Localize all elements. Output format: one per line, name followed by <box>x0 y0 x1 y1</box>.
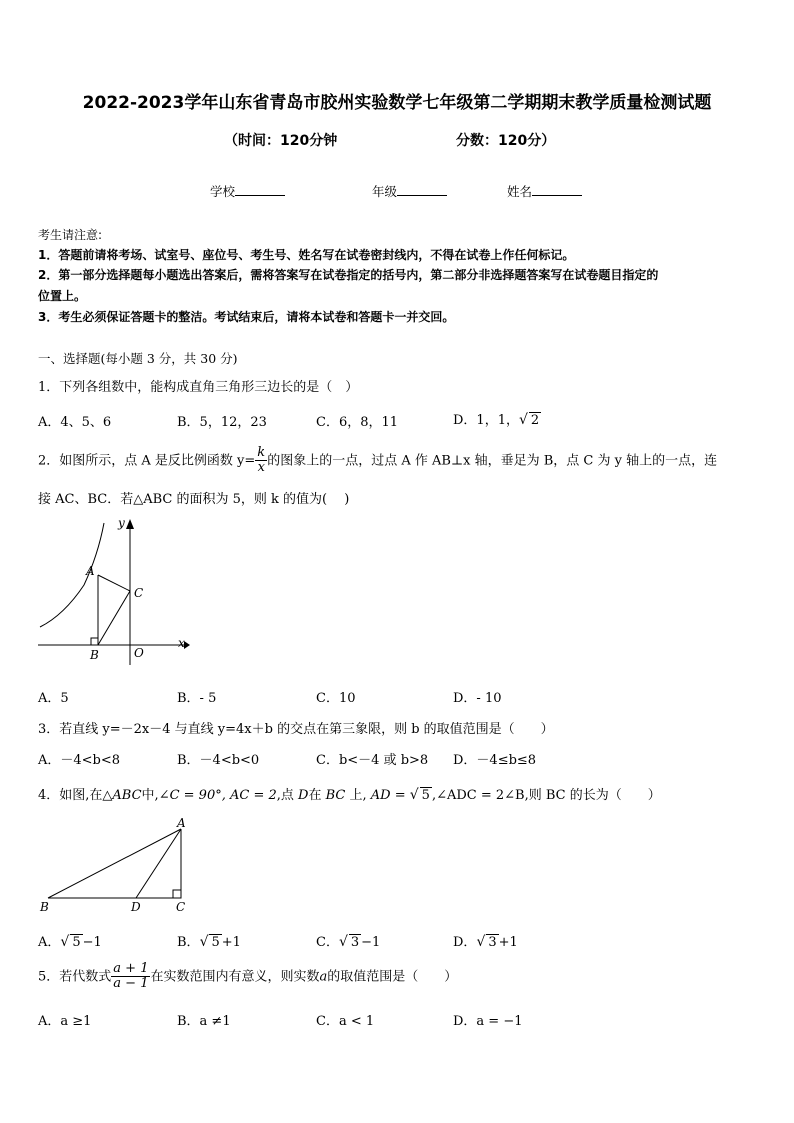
label-c: C <box>134 586 144 600</box>
q3-option-b[interactable]: B．－4<b<0 <box>177 753 260 768</box>
label-b: B <box>40 900 49 914</box>
q3-option-c[interactable]: C．b<－4 或 b>8 <box>316 753 429 768</box>
radicand: 2 <box>530 413 540 428</box>
y-axis-arrow <box>126 519 134 529</box>
q4-option-a[interactable]: A．√ 5 −1 <box>38 934 102 950</box>
notice-item-2: 2．第一部分选择题每小题选出答案后，需将答案写在试卷指定的括号内，第二部分非选择题答案写在试卷题目指定的 <box>38 268 659 282</box>
q5-option-b[interactable]: B．a ≠1 <box>177 1014 231 1029</box>
q2-option-c[interactable]: C．10 <box>316 691 356 706</box>
name-label: 姓名 <box>507 184 533 199</box>
q2-option-a[interactable]: A．5 <box>38 691 69 706</box>
question-3-stem: 3．若直线 y=－2x－4 与直线 y=4x＋b 的交点在第三象限，则 b 的取值范围是（ ） <box>38 722 554 737</box>
label-y: y <box>118 516 125 530</box>
notice-heading: 考生请注意: <box>38 228 103 242</box>
notice-item-3: 3．考生必须保证答题卡的整洁。考试结束后，请将本试卷和答题卡一并交回。 <box>38 310 455 324</box>
exam-score: 分数：120分） <box>456 133 556 149</box>
fraction-k-over-x: $\frac{k}{x}$ <box>257 445 266 476</box>
q4-option-c[interactable]: C．√ 3 −1 <box>316 934 381 950</box>
notice-item-1: 1．答题前请将考场、试室号、座位号、考生号、姓名写在试卷密封线内，不得在试卷上作任何标记。 <box>38 248 575 262</box>
label-c: C <box>176 900 186 914</box>
page-title: 2022-2023学年山东省青岛市胶州实验数学七年级第二学期期末教学质量检测试题 <box>82 93 712 113</box>
label-o: O <box>134 646 144 660</box>
label-x: x <box>178 636 185 650</box>
question-4-stem: 4．如图,在△ABC中,∠C = 90°, AC = 2,点 D在 BC 上, AD = √ 5 ,∠ADC = 2∠B,则 BC 的长为（ ） <box>38 787 661 803</box>
question-1-stem: 1．下列各组数中，能构成直角三角形三边长的是（ ） <box>38 380 359 395</box>
question-5-stem: 5．若代数式 $\frac{a + 1}{a - 1}$ 在实数范围内有意义，则实数a的取值范围是（ ） <box>38 961 458 992</box>
school-label: 学校 <box>210 184 236 199</box>
q4-option-b[interactable]: B．√ 5 +1 <box>177 934 241 950</box>
label-a: A <box>86 564 95 578</box>
segment-bc <box>98 591 130 645</box>
q4-option-d[interactable]: D．√ 3 +1 <box>453 934 518 950</box>
notice-item-2-cont: 位置上。 <box>38 289 87 303</box>
q2-option-d[interactable]: D．- 10 <box>453 691 502 706</box>
q3-option-a[interactable]: A．－4<b<8 <box>38 753 121 768</box>
label-d: D <box>131 900 141 914</box>
q4-figure <box>36 815 196 915</box>
q1-option-b[interactable]: B．5，12，23 <box>177 415 267 430</box>
grade-blank[interactable] <box>397 183 447 196</box>
grade-label: 年级 <box>372 184 398 199</box>
exam-time: （时间：120分钟 <box>224 133 338 149</box>
fraction-a-plus-1-over-a-minus-1: $\frac{a + 1}{a - 1}$ <box>113 961 149 992</box>
q1-option-a[interactable]: A．4、5、6 <box>38 415 112 430</box>
q2-figure <box>34 515 194 665</box>
q1-option-d[interactable]: D．1，1，√ 2 <box>453 412 540 428</box>
q3-option-d[interactable]: D．－4≤b≤8 <box>453 753 537 768</box>
question-2-stem: 2．如图所示，点 A 是反比例函数 y= $\frac{k}{x}$ 的图象上的一点，过点 A 作 AB⊥x 轴，垂足为 B，点 C 为 y 轴上的一点，连 <box>38 445 718 476</box>
q2-option-b[interactable]: B．- 5 <box>177 691 217 706</box>
segment-ac <box>98 575 130 591</box>
sqrt-symbol: √ <box>518 412 528 428</box>
grade-field[interactable] <box>372 182 447 200</box>
right-angle-mark <box>173 890 181 898</box>
segment-ad <box>136 829 181 898</box>
school-field[interactable] <box>210 182 285 200</box>
x-axis-arrow <box>184 641 190 649</box>
q5-option-a[interactable]: A．a ≥1 <box>38 1014 92 1029</box>
segment-ab <box>48 829 181 898</box>
question-2-stem-line-2: 接 AC、BC．若△ABC 的面积为 5，则 k 的值为( ) <box>38 492 350 507</box>
q1-option-c[interactable]: C．6，8，11 <box>316 415 399 430</box>
right-angle-mark <box>91 638 98 645</box>
name-blank[interactable] <box>532 183 582 196</box>
q5-option-d[interactable]: D．a = −1 <box>453 1014 523 1029</box>
school-blank[interactable] <box>235 183 285 196</box>
label-a: A <box>177 816 186 830</box>
section-heading: 一、选择题(每小题 3 分，共 30 分) <box>38 351 238 366</box>
label-b: B <box>90 648 99 662</box>
name-field[interactable] <box>507 182 582 200</box>
q5-option-c[interactable]: C．a < 1 <box>316 1014 375 1029</box>
